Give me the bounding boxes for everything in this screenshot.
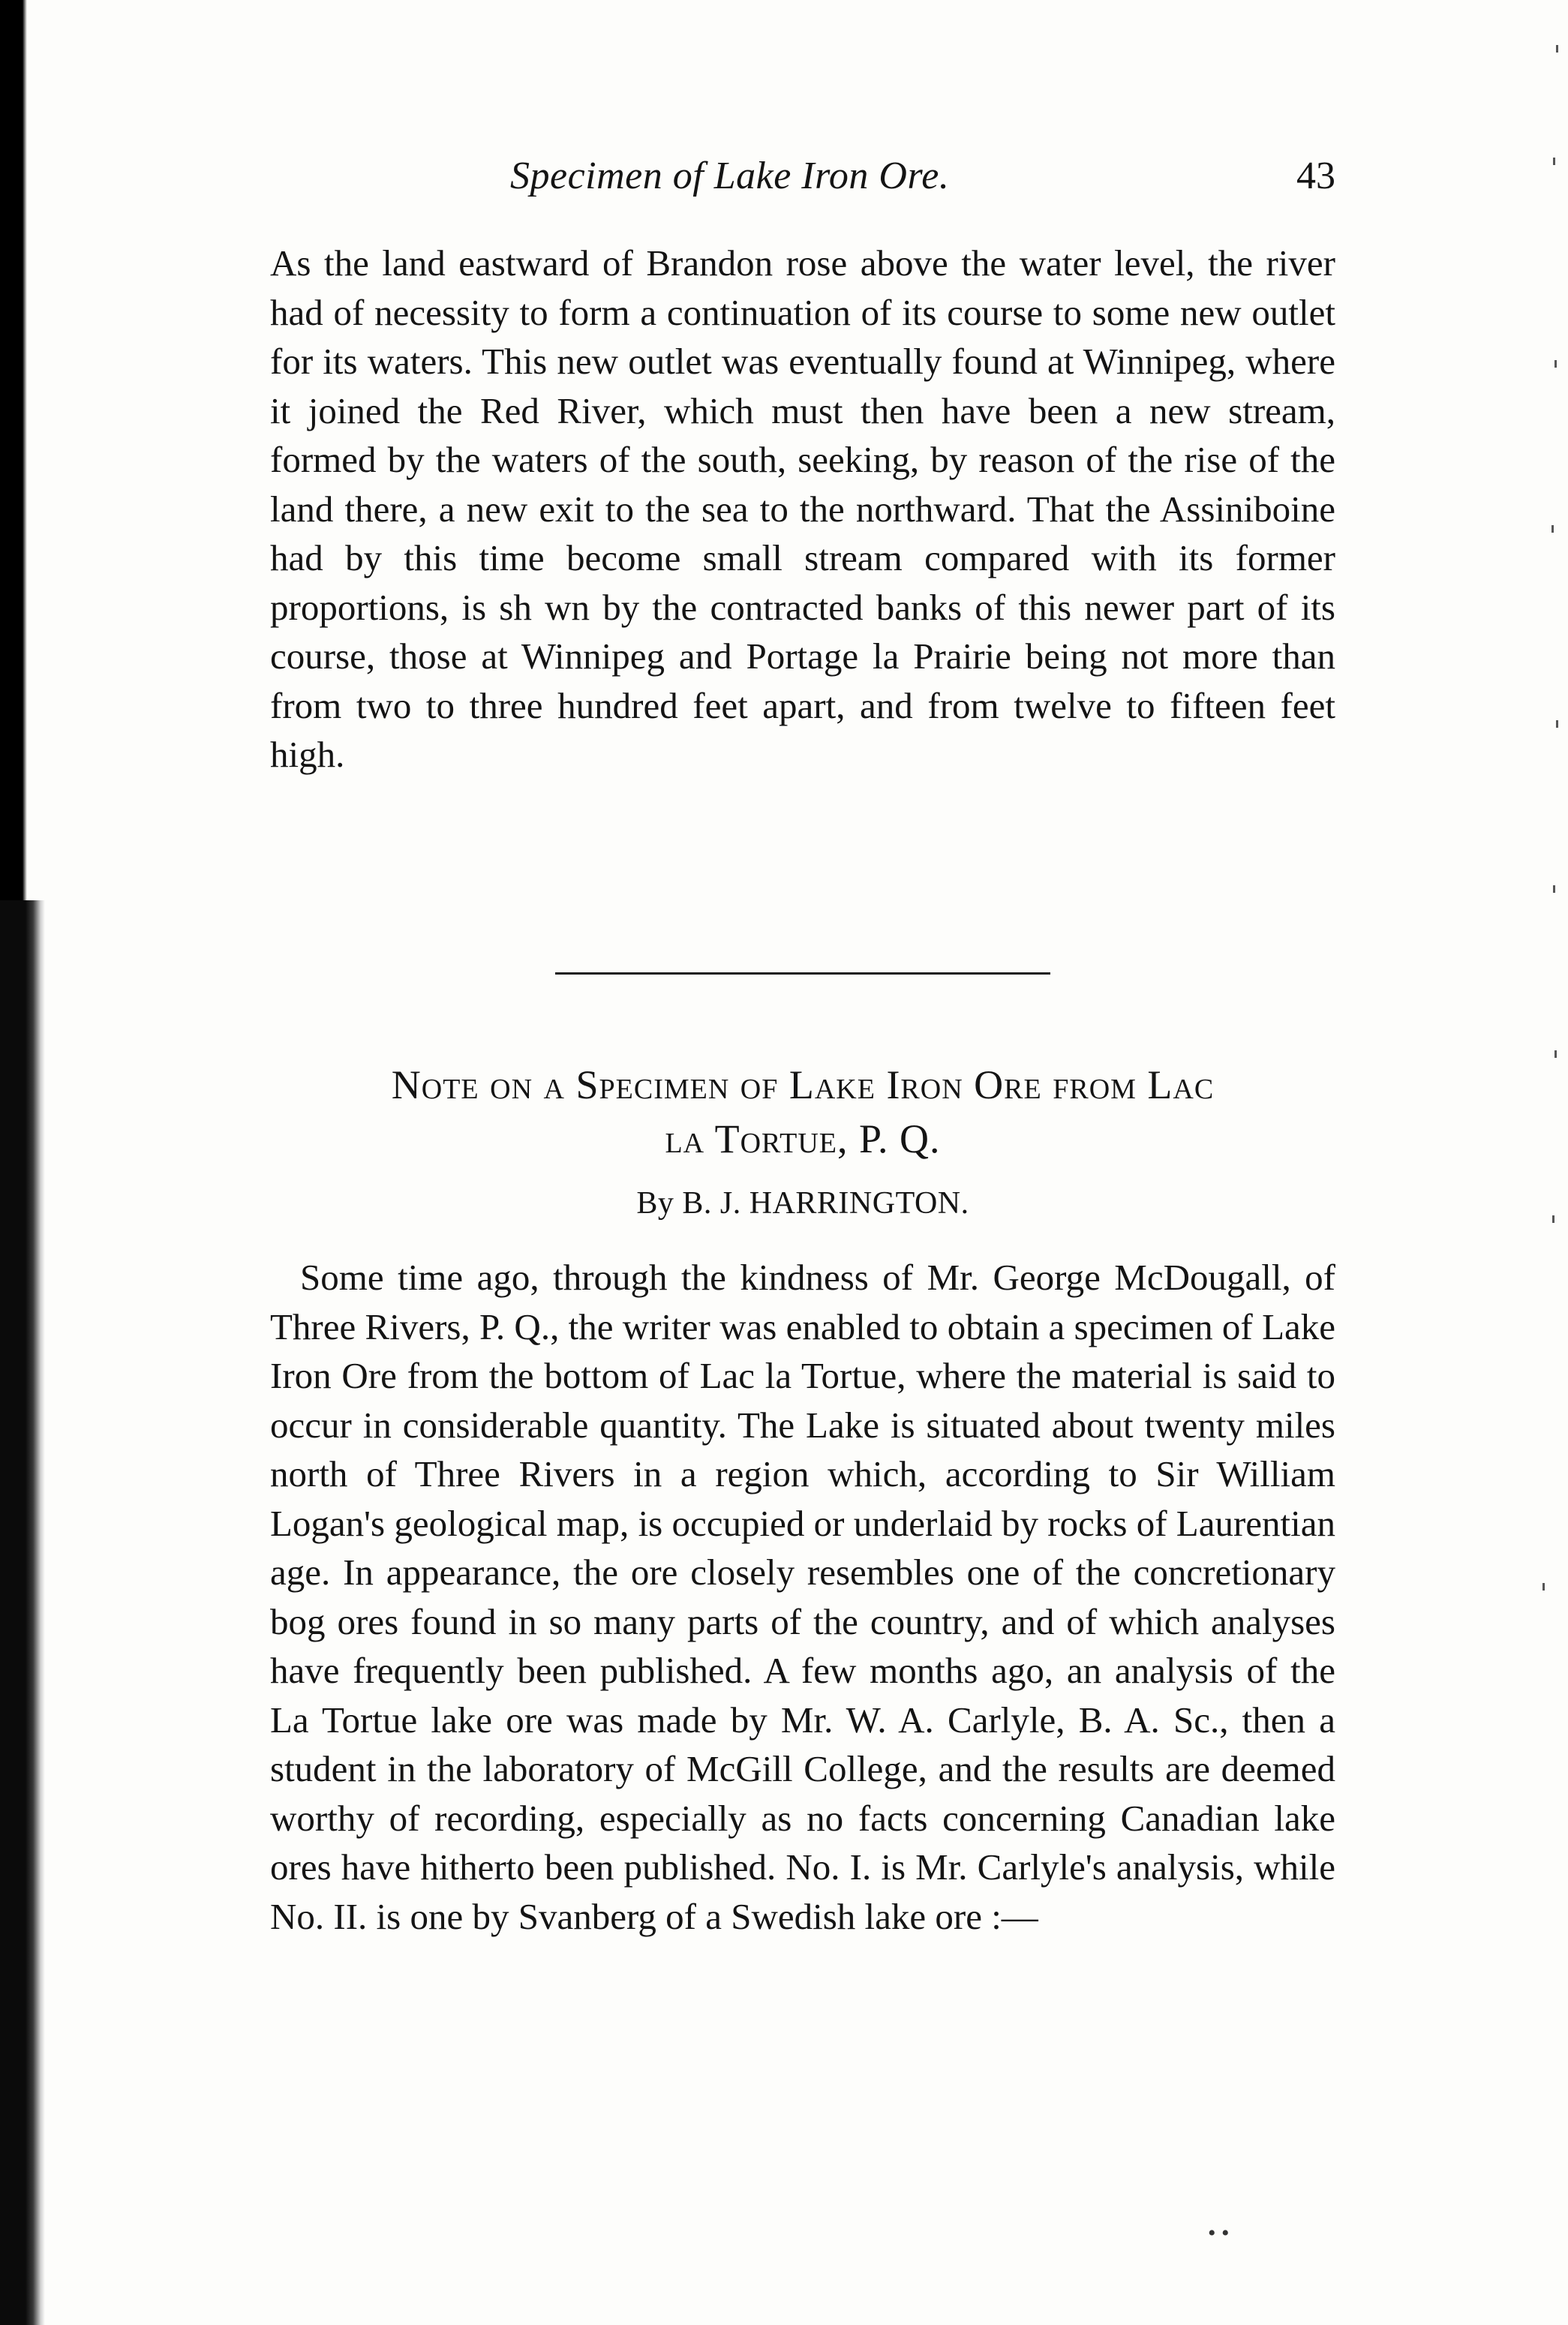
article-title-line-1: Note on a Specimen of Lake Iron Ore from Lac bbox=[391, 1062, 1215, 1107]
binding-shadow bbox=[0, 0, 45, 900]
margin-speck bbox=[1553, 885, 1555, 893]
paragraph-text: Some time ago, through the kindness of Mr. George McDougall, of Three Rivers, P. Q., the writer was enabled to obtain a specimen of Lake Iron Ore from the bottom of Lac la Tortue, where the material is said to occur in considerable quantity. The Lake is situated about twenty miles north of Three Rivers in a region which, according to Sir William Logan's geological map, is occupied or underlaid by rocks of Laurentian age. In appearance, the ore closely resembles one of the concretionary bog ores found in so many parts of the country, and of which analyses have frequently been published. A few months ago, an analysis of the La Tortue lake ore was made by Mr. W. A. Carlyle, B. A. Sc., then a student in the laboratory of McGill College, and the results are deemed worthy of recording, especially as no facts concerning Canadian lake ores have hitherto been published. No. I. is Mr. Carlyle's analysis, while No. II. is one by Svanberg of a Swedish lake ore :— bbox=[270, 1257, 1335, 1937]
continued-paragraph bbox=[270, 239, 1335, 780]
paragraph-text: As the land eastward of Brandon rose above the water level, the river had of necessity to form a continuation of its course to some new outlet for its waters. This new outlet was eventually found at Winnipeg, where it joined the Red River, which must then have been a new stream, formed by the waters of the south, seeking, by reason of the rise of the land there, a new exit to the sea to the northward. That the Assiniboine had by this time become small stream compared with its former proportions, is sh wn by the contracted banks of this newer part of its course, those at Winnipeg and Portage la Prairie being not more than from two to three hundred feet apart, and from twelve to fifteen feet high. bbox=[270, 242, 1335, 775]
margin-speck bbox=[1552, 1215, 1554, 1223]
section-divider bbox=[555, 972, 1050, 975]
article-body bbox=[270, 1253, 1335, 1941]
scan-marks: • • bbox=[1208, 2221, 1230, 2245]
margin-speck bbox=[1554, 360, 1557, 368]
article-title bbox=[263, 1058, 1343, 1166]
margin-speck bbox=[1553, 158, 1555, 165]
running-head bbox=[270, 154, 1335, 206]
running-head-title: Specimen of Lake Iron Ore. bbox=[510, 155, 950, 197]
margin-speck bbox=[1542, 1583, 1545, 1591]
page-number: 43 bbox=[1296, 155, 1335, 197]
margin-speck bbox=[1551, 525, 1554, 533]
article-byline: By B. J. HARRINGTON. bbox=[636, 1186, 969, 1221]
article-title-line-2: la Tortue, P. Q. bbox=[665, 1116, 941, 1161]
margin-speck bbox=[1556, 45, 1558, 53]
margin-speck bbox=[1556, 720, 1558, 728]
margin-speck bbox=[1554, 1050, 1557, 1058]
